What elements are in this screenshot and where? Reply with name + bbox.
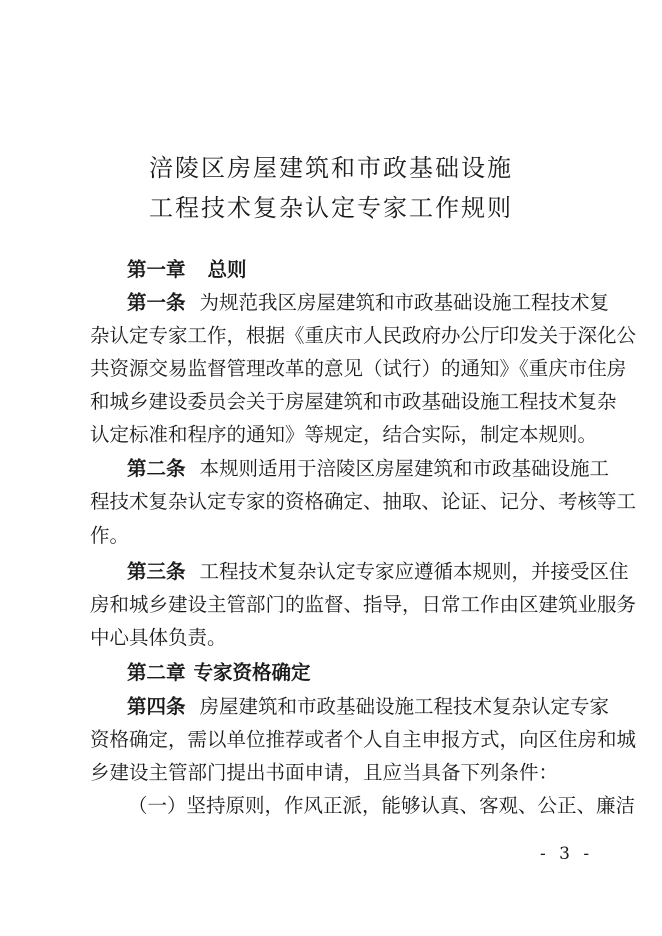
article-label: 第四条 xyxy=(127,695,186,718)
article-text-line: 房和城乡建设主管部门的监督、指导，日常工作由区建筑业服务 xyxy=(90,593,637,616)
article-text-line: 程技术复杂认定专家的资格确定、抽取、论证、记分、考核等工 xyxy=(90,490,637,513)
article-text-line: 乡建设主管部门提出书面申请，且应当具备下列条件： xyxy=(90,761,559,784)
article-text-line: 和城乡建设委员会关于房屋建筑和市政基础设施工程技术复杂 xyxy=(90,390,617,413)
article-3 xyxy=(127,559,629,585)
chapter-label: 第一章 xyxy=(127,258,186,281)
article-label: 第三条 xyxy=(127,560,186,583)
article-text: 本规则适用于涪陵区房屋建筑和市政基础设施工 xyxy=(199,457,610,480)
article-text: 为规范我区房屋建筑和市政基础设施工程技术复 xyxy=(199,291,610,314)
chapter-label: 第二章 xyxy=(127,661,186,684)
page-number: - 3 - xyxy=(540,844,594,864)
article-label: 第二条 xyxy=(127,457,186,480)
article-text-line: 杂认定专家工作，根据《重庆市人民政府办公厅印发关于深化公 xyxy=(90,324,637,347)
article-4 xyxy=(127,694,610,720)
article-text-line: 共资源交易监督管理改革的意见（试行）的通知》《重庆市住房 xyxy=(90,357,627,380)
chapter-heading-1 xyxy=(127,257,578,283)
article-text: 工程技术复杂认定专家应遵循本规则，并接受区住 xyxy=(199,560,629,583)
document-title-line-2: 工程技术复杂认定专家工作规则 xyxy=(149,194,513,222)
chapter-heading-2 xyxy=(127,660,578,686)
article-text-line: 中心具体负责。 xyxy=(90,626,227,649)
article-text-line: 作。 xyxy=(90,524,130,547)
article-1 xyxy=(127,290,610,316)
article-2 xyxy=(127,456,610,482)
list-item: （一）坚持原则，作风正派，能够认真、客观、公正、廉洁 xyxy=(128,794,636,817)
article-text: 房屋建筑和市政基础设施工程技术复杂认定专家 xyxy=(199,695,610,718)
article-label: 第一条 xyxy=(127,291,186,314)
article-text-line: 认定标准和程序的通知》等规定，结合实际，制定本规则。 xyxy=(90,423,598,446)
chapter-name: 总则 xyxy=(207,258,247,281)
document-title-line-1: 涪陵区房屋建筑和市政基础设施 xyxy=(149,154,513,182)
article-text-line: 资格确定，需以单位推荐或者个人自主申报方式，向区住房和城 xyxy=(90,728,637,751)
chapter-name: 专家资格确定 xyxy=(193,661,311,684)
